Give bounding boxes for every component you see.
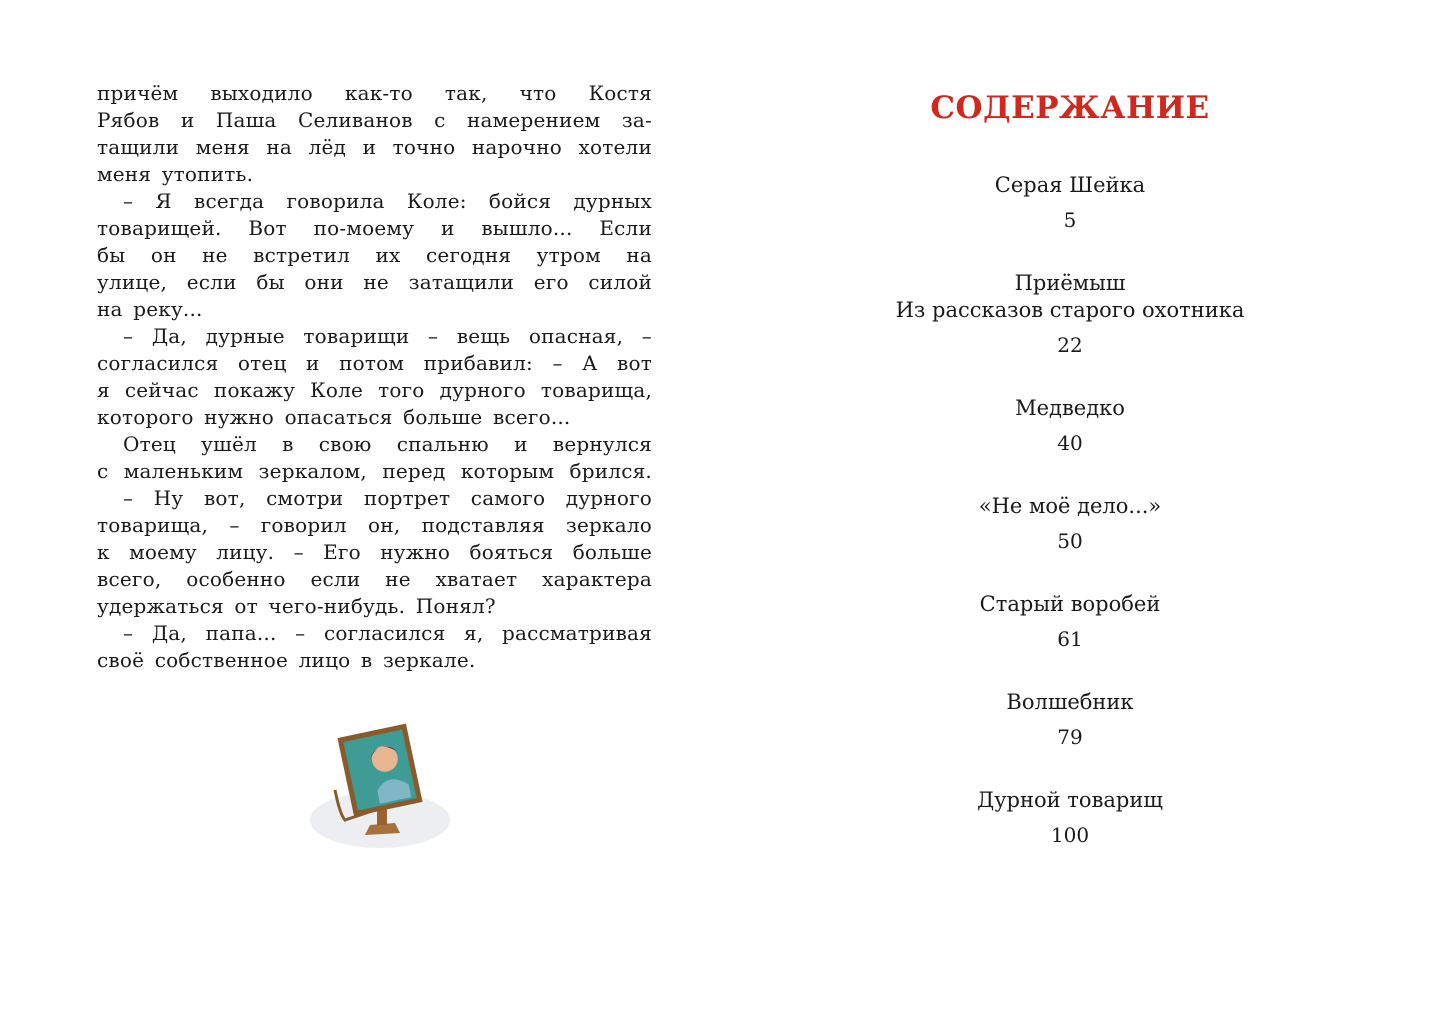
text-line: – Да, папа... – согласился я, рассматривая bbox=[123, 621, 652, 645]
text-line: улице, если бы они не затащили его силой bbox=[97, 270, 652, 294]
toc-entry-page: 5 bbox=[1063, 208, 1077, 232]
toc-entry[interactable] bbox=[870, 395, 1270, 457]
toc-entry-title: Дурной товарищ bbox=[977, 788, 1163, 812]
text-line: бы он не встретил их сегодня утром на bbox=[97, 243, 652, 267]
text-line: я сейчас покажу Коле того дурного товарища, bbox=[97, 378, 652, 402]
text-line: которого нужно опасаться больше всего... bbox=[97, 405, 571, 429]
toc-entry-title: Приёмыш bbox=[1014, 271, 1126, 295]
text-line: – Да, дурные товарищи – вещь опасная, – bbox=[123, 324, 652, 348]
text-line: Отец ушёл в свою спальню и вернулся bbox=[123, 432, 652, 456]
toc-entry[interactable] bbox=[870, 493, 1270, 555]
text-line: удержаться от чего-нибудь. Понял? bbox=[97, 594, 496, 618]
toc-entry-page: 40 bbox=[1057, 431, 1083, 455]
toc-entry-title: «Не моё дело...» bbox=[978, 494, 1162, 518]
toc-entry-title: Волшебник bbox=[1006, 690, 1134, 714]
toc-entry[interactable] bbox=[870, 787, 1270, 849]
toc-title: СОДЕРЖАНИЕ bbox=[930, 90, 1210, 126]
text-line: на реку... bbox=[97, 297, 203, 321]
toc-entry[interactable] bbox=[870, 172, 1270, 234]
text-line: товарищей. Вот по-моему и вышло... Если bbox=[97, 216, 652, 240]
text-line: товарища, – говорил он, подставляя зеркало bbox=[97, 513, 652, 537]
toc-entry-page: 61 bbox=[1057, 627, 1083, 651]
text-line: с маленьким зеркалом, перед которым брился. bbox=[97, 459, 652, 483]
mirror-illustration bbox=[305, 715, 455, 855]
text-line: своё собственное лицо в зеркале. bbox=[97, 648, 476, 672]
text-line: причём выходило как-то так, что Костя bbox=[97, 81, 652, 105]
text-line: – Ну вот, смотри портрет самого дурного bbox=[123, 486, 652, 510]
story-text bbox=[97, 80, 652, 674]
table-of-contents bbox=[870, 90, 1270, 849]
toc-entry[interactable] bbox=[870, 689, 1270, 751]
text-line: согласился отец и потом прибавил: – А вот bbox=[97, 351, 652, 375]
text-line: – Я всегда говорила Коле: бойся дурных bbox=[123, 189, 652, 213]
toc-entry-title: Медведко bbox=[1015, 396, 1125, 420]
toc-entry-page: 50 bbox=[1057, 529, 1083, 553]
toc-entry-title: Серая Шейка bbox=[994, 173, 1146, 197]
text-line: всего, особенно если не хватает характера bbox=[97, 567, 652, 591]
text-line: Рябов и Паша Селиванов с намерением за- bbox=[97, 108, 652, 132]
toc-entry-subtitle: Из рассказов старого охотника bbox=[895, 298, 1245, 322]
text-line: тащили меня на лёд и точно нарочно хотели bbox=[97, 135, 652, 159]
toc-entry-page: 100 bbox=[1050, 823, 1090, 847]
toc-entry-page: 22 bbox=[1057, 333, 1083, 357]
toc-entry-title: Старый воробей bbox=[979, 592, 1161, 616]
text-line: меня утопить. bbox=[97, 162, 254, 186]
toc-entry[interactable] bbox=[870, 270, 1270, 359]
toc-entry[interactable] bbox=[870, 591, 1270, 653]
toc-entry-page: 79 bbox=[1057, 725, 1083, 749]
text-line: к моему лицу. – Его нужно бояться больше bbox=[97, 540, 652, 564]
